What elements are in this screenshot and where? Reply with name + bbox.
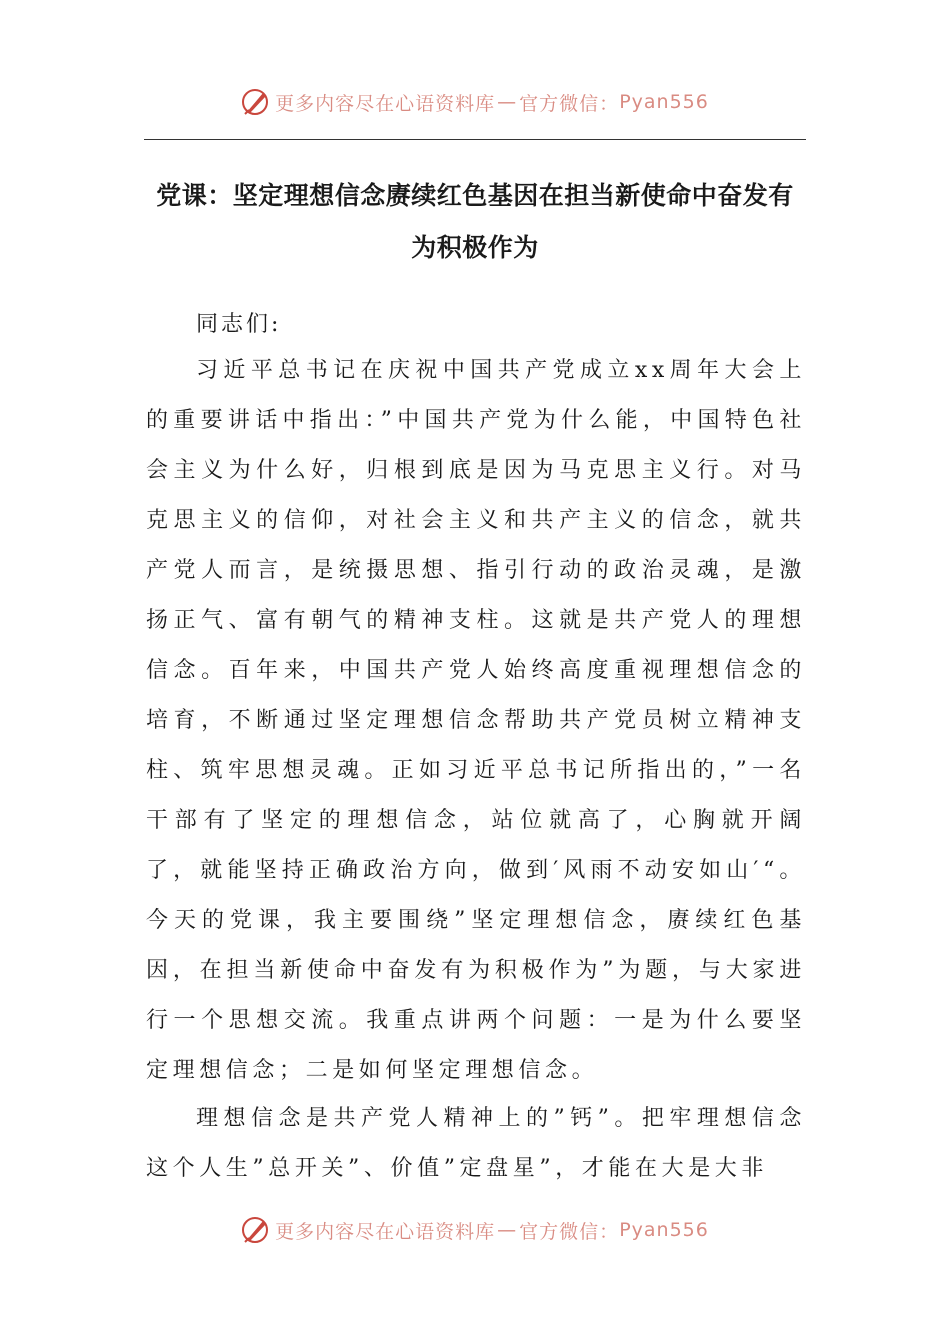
watermark-separator: — — [497, 91, 518, 113]
body-paragraph: 习近平总书记在庆祝中国共产党成立xx周年大会上的重要讲话中指出：”中国共产党为什么能，中国特色社会主义为什么好，归根到底是因为马克思主义行。对马克思主义的信仰，对社会主义和共产主义的信念，就共产党人而言，是统摄思想、指引行动的政治灵魂，是激扬正气、富有朝气的精神支柱。这就是共产党人的理想信念。百年来，中国共产党人始终高度重视理想信念的培育，不断通过坚定理想信念帮助共产党员树立精神支柱、筑牢思想灵魂。正如习近平总书记所指出的，”一名干部有了坚定的理想信念，站位就高了，心胸就开阔了，就能坚持正确政治方向，做到′风雨不动安如山′“。今天的党课，我主要围绕”坚定理想信念，赓续红色基因，在担当新使命中奋发有为积极作为”为题，与大家进行一个思想交流。我重点讲两个问题：一是为什么要坚定理想信念；二是如何坚定理想信念。 — [146, 358, 806, 1083]
watermark-separator: — — [497, 1219, 518, 1241]
watermark-wechat-label: 官方微信： — [519, 92, 620, 115]
watermark-text: 更多内容尽在心语资料库 — [275, 1220, 496, 1243]
watermark-wechat-id: Pyan556 — [619, 1219, 709, 1241]
footer-watermark — [0, 1210, 950, 1250]
header-watermark — [0, 82, 950, 122]
watermark-wechat-label: 官方微信： — [519, 1220, 620, 1243]
quill-pen-icon — [241, 87, 271, 117]
document-title: 党课：坚定理想信念赓续红色基因在担当新使命中奋发有为积极作为 — [156, 181, 794, 262]
watermark-wechat-id: Pyan556 — [619, 91, 709, 113]
watermark-text: 更多内容尽在心语资料库 — [275, 92, 496, 115]
salutation: 同志们: — [196, 312, 282, 337]
body-paragraph: 理想信念是共产党人精神上的”钙”。把牢理想信念这个人生”总开关”、价值”定盘星”，才能在大是大非 — [146, 1106, 806, 1181]
header-divider — [144, 139, 806, 140]
quill-pen-icon — [241, 1215, 271, 1245]
